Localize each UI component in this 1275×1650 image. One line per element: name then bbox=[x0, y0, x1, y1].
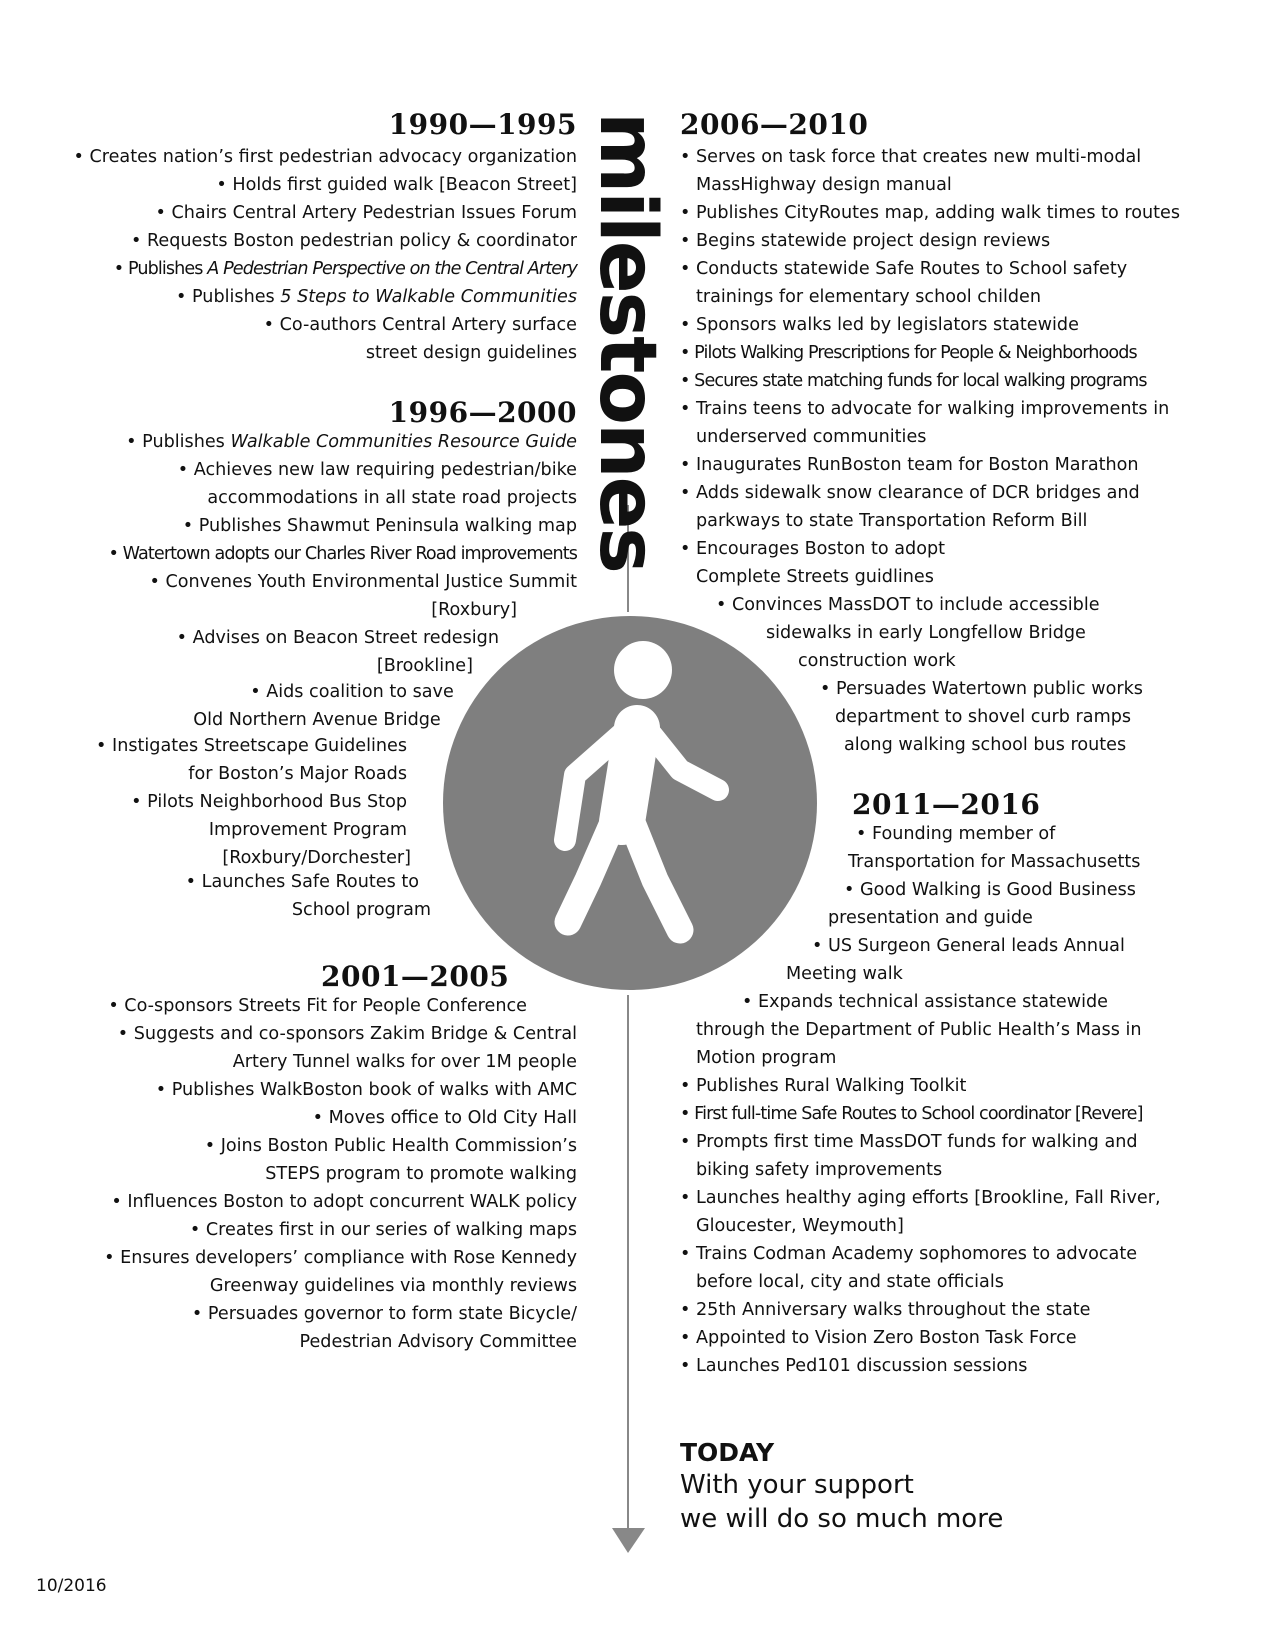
period-heading-1990-1995: 1990—1995 bbox=[388, 108, 577, 141]
list-item: underserved communities bbox=[696, 427, 927, 447]
list-item: • Joins Boston Public Health Commission’s bbox=[204, 1136, 577, 1156]
list-item: • Launches healthy aging efforts [Brookline, Fall River, bbox=[680, 1188, 1161, 1208]
list-item: • Founding member of bbox=[856, 824, 1056, 844]
list-item: • Adds sidewalk snow clearance of DCR bridges and bbox=[680, 483, 1140, 503]
list-item: Old Northern Avenue Bridge bbox=[193, 710, 441, 730]
list-item: parkways to state Transportation Reform Bill bbox=[696, 511, 1088, 531]
list-item: • Suggests and co-sponsors Zakim Bridge & Central bbox=[117, 1024, 577, 1044]
list-item: • Encourages Boston to adopt bbox=[680, 539, 946, 559]
list-item: before local, city and state officials bbox=[696, 1272, 1004, 1292]
period-list-2006-2010-b bbox=[716, 591, 1100, 675]
list-item: Greenway guidelines via monthly reviews bbox=[209, 1276, 577, 1296]
period-list-2006-2010-c bbox=[820, 675, 1143, 759]
list-item-text: • Publishes bbox=[113, 259, 208, 279]
today-line: With your support bbox=[680, 1470, 914, 1500]
list-item: Transportation for Massachusetts bbox=[848, 852, 1141, 872]
list-item: Pedestrian Advisory Committee bbox=[299, 1332, 577, 1352]
list-item: • Achieves new law requiring pedestrian/bike bbox=[177, 460, 577, 480]
list-item: • US Surgeon General leads Annual bbox=[812, 936, 1125, 956]
list-item: • Holds first guided walk [Beacon Street] bbox=[216, 175, 577, 195]
page-title: milestones bbox=[582, 112, 672, 572]
list-item: • Pilots Walking Prescriptions for People & Neighborhoods bbox=[680, 343, 1137, 363]
list-item: along walking school bus routes bbox=[844, 735, 1127, 755]
today-line: we will do so much more bbox=[680, 1504, 1004, 1534]
list-item: • Co-authors Central Artery surface bbox=[263, 315, 577, 335]
period-list-1996-2000-e bbox=[186, 868, 431, 924]
list-item bbox=[108, 428, 577, 456]
period-list-2011-2016-a bbox=[786, 820, 1141, 988]
list-item: • Inaugurates RunBoston team for Boston Marathon bbox=[680, 455, 1139, 475]
list-item: • Trains Codman Academy sophomores to advocate bbox=[680, 1244, 1138, 1264]
list-item: [Roxbury/Dorchester] bbox=[222, 848, 411, 868]
list-item: • Persuades Watertown public works bbox=[820, 679, 1143, 699]
list-item: through the Department of Public Health’s Mass in bbox=[696, 1020, 1142, 1040]
list-item: • Co-sponsors Streets Fit for People Conference bbox=[108, 996, 527, 1016]
list-item: • Convenes Youth Environmental Justice Summit bbox=[149, 572, 577, 592]
list-item: • Trains teens to advocate for walking improvements in bbox=[680, 399, 1170, 419]
list-item: biking safety improvements bbox=[696, 1160, 943, 1180]
period-list-1990-1995 bbox=[74, 143, 578, 367]
list-item: • Pilots Neighborhood Bus Stop bbox=[131, 792, 407, 812]
list-item: for Boston’s Major Roads bbox=[188, 764, 407, 784]
list-item: accommodations in all state road projects bbox=[207, 488, 577, 508]
list-item: • Good Walking is Good Business bbox=[844, 880, 1136, 900]
list-item: • First full-time Safe Routes to School coordinator [Revere] bbox=[680, 1104, 1143, 1124]
today-section bbox=[680, 1438, 1003, 1536]
list-item: STEPS program to promote walking bbox=[265, 1164, 577, 1184]
list-item: Complete Streets guidlines bbox=[696, 567, 934, 587]
period-heading-2001-2005: 2001—2005 bbox=[321, 960, 510, 993]
list-item: • Appointed to Vision Zero Boston Task Force bbox=[680, 1328, 1077, 1348]
period-list-2006-2010-a bbox=[680, 143, 1180, 591]
list-item: • Secures state matching funds for local walking programs bbox=[680, 371, 1147, 391]
list-item: • Publishes CityRoutes map, adding walk times to routes bbox=[680, 203, 1181, 223]
list-item: • Creates first in our series of walking maps bbox=[189, 1220, 577, 1240]
list-item: • Instigates Streetscape Guidelines bbox=[96, 736, 407, 756]
list-item bbox=[74, 283, 578, 311]
list-item: trainings for elementary school childen bbox=[696, 287, 1042, 307]
list-item: [Brookline] bbox=[376, 656, 473, 676]
list-item: School program bbox=[291, 900, 431, 920]
period-heading-2011-2016: 2011—2016 bbox=[852, 788, 1041, 821]
list-item-text: • Publishes bbox=[176, 287, 281, 307]
list-item: Improvement Program bbox=[208, 820, 407, 840]
period-list-1996-2000-b bbox=[177, 624, 499, 680]
list-item: • Requests Boston pedestrian policy & coordinator bbox=[130, 231, 577, 251]
publication-title: A Pedestrian Perspective on the Central Artery bbox=[207, 259, 577, 279]
list-item: • Conducts statewide Safe Routes to School safety bbox=[680, 259, 1128, 279]
list-item: • Launches Safe Routes to bbox=[185, 872, 419, 892]
list-item: • Publishes Shawmut Peninsula walking map bbox=[182, 516, 577, 536]
list-item: Motion program bbox=[696, 1048, 837, 1068]
list-item: Meeting walk bbox=[786, 964, 903, 984]
list-item: • 25th Anniversary walks throughout the state bbox=[680, 1300, 1091, 1320]
list-item: • Expands technical assistance statewide bbox=[742, 992, 1108, 1012]
period-list-1996-2000-a bbox=[108, 428, 577, 624]
list-item-text: • Publishes bbox=[126, 432, 231, 452]
list-item: • Persuades governor to form state Bicycle/ bbox=[191, 1304, 577, 1324]
period-list-2001-2005 bbox=[104, 992, 577, 1356]
list-item: • Serves on task force that creates new multi-modal bbox=[680, 147, 1142, 167]
list-item: street design guidelines bbox=[365, 343, 577, 363]
period-heading-1996-2000: 1996—2000 bbox=[388, 396, 577, 429]
list-item bbox=[74, 255, 578, 283]
period-list-1996-2000-c bbox=[172, 678, 462, 734]
list-item: sidewalks in early Longfellow Bridge bbox=[766, 623, 1086, 643]
list-item: • Moves office to Old City Hall bbox=[312, 1108, 577, 1128]
list-item: • Ensures developers’ compliance with Rose Kennedy bbox=[104, 1248, 577, 1268]
list-item: • Watertown adopts our Charles River Road improvements bbox=[108, 544, 577, 564]
list-item: • Creates nation’s first pedestrian advocacy organization bbox=[73, 147, 577, 167]
list-item: construction work bbox=[798, 651, 956, 671]
list-item: Gloucester, Weymouth] bbox=[696, 1216, 904, 1236]
list-item: • Aids coalition to save bbox=[250, 682, 454, 702]
list-item: Artery Tunnel walks for over 1M people bbox=[232, 1052, 577, 1072]
list-item: • Advises on Beacon Street redesign bbox=[176, 628, 499, 648]
period-list-2011-2016-b bbox=[680, 988, 1161, 1380]
list-item: • Publishes Rural Walking Toolkit bbox=[680, 1076, 967, 1096]
list-item: • Begins statewide project design reviews bbox=[680, 231, 1051, 251]
list-item: • Launches Ped101 discussion sessions bbox=[680, 1356, 1028, 1376]
list-item: • Sponsors walks led by legislators statewide bbox=[680, 315, 1079, 335]
list-item: MassHighway design manual bbox=[696, 175, 952, 195]
list-item: department to shovel curb ramps bbox=[835, 707, 1132, 727]
list-item: • Influences Boston to adopt concurrent WALK policy bbox=[111, 1192, 577, 1212]
arrow-down-icon bbox=[612, 1528, 645, 1553]
list-item: • Convinces MassDOT to include accessible bbox=[716, 595, 1100, 615]
period-heading-2006-2010: 2006—2010 bbox=[680, 108, 869, 141]
footer-date: 10/2016 bbox=[36, 1576, 107, 1596]
today-heading: TODAY bbox=[680, 1438, 775, 1467]
list-item: presentation and guide bbox=[828, 908, 1033, 928]
list-item: [Roxbury] bbox=[431, 600, 517, 620]
list-item: • Chairs Central Artery Pedestrian Issues Forum bbox=[155, 203, 577, 223]
list-item: • Prompts first time MassDOT funds for walking and bbox=[680, 1132, 1138, 1152]
publication-title: 5 Steps to Walkable Communities bbox=[280, 287, 577, 307]
publication-title: Walkable Communities Resource Guide bbox=[230, 432, 577, 452]
period-list-1996-2000-d bbox=[96, 732, 411, 872]
list-item: • Publishes WalkBoston book of walks with AMC bbox=[155, 1080, 577, 1100]
